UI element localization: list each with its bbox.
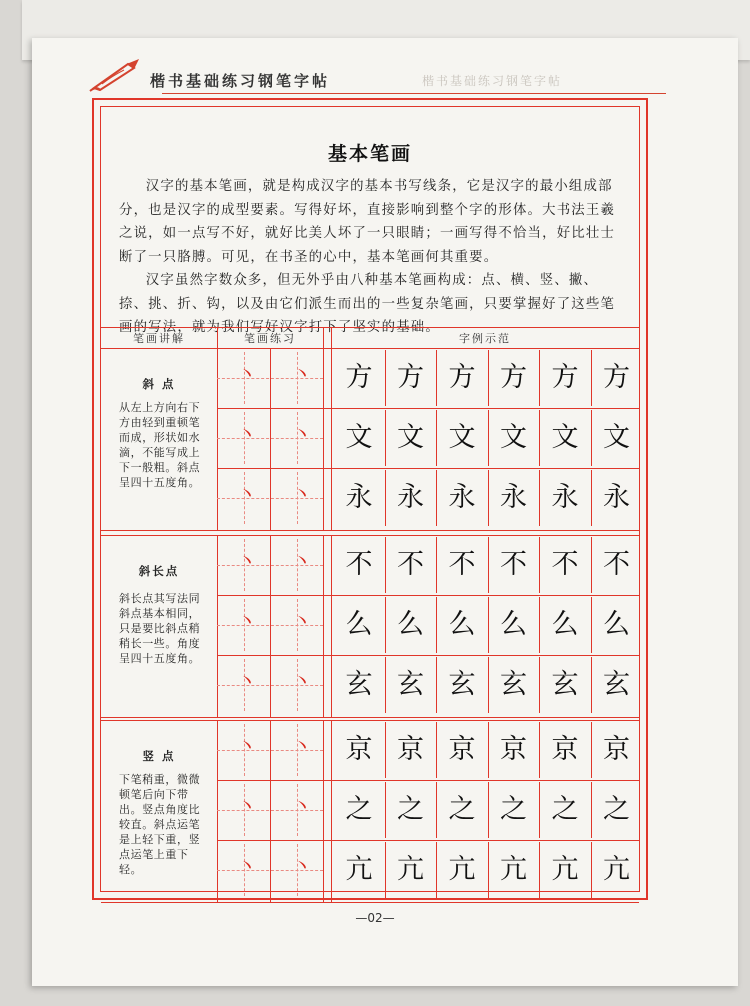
example-character: 方: [448, 362, 476, 393]
row-rule: [217, 780, 639, 781]
stroke-description: 从左上方向右下方由轻到重顿笔而成，形状如水滴，不能写成上下一般粗。斜点呈四十五度角。: [119, 401, 201, 489]
practice-dot-stroke: 丶: [237, 669, 257, 693]
example-character: 不: [500, 549, 527, 580]
column-rule: [331, 535, 332, 717]
practice-dot-stroke: 丶: [292, 734, 312, 758]
example-character: 京: [551, 734, 579, 765]
example-character: 之: [551, 794, 579, 825]
practice-dot-stroke: 丶: [237, 854, 257, 878]
example-character: 永: [448, 482, 476, 513]
row-rule: [217, 840, 639, 841]
header-examples: 字例示范: [459, 332, 511, 345]
example-character: 文: [397, 422, 424, 453]
example-character: 文: [500, 422, 527, 453]
example-character: 之: [603, 794, 630, 825]
example-character: 之: [500, 794, 527, 825]
example-character: 么: [500, 609, 527, 640]
practice-dot-stroke: 丶: [292, 362, 312, 386]
example-character: 不: [345, 549, 373, 580]
section-top-rule: [101, 720, 639, 721]
header-divider: [323, 327, 324, 348]
row-rule: [217, 408, 639, 409]
practice-dot-stroke: 丶: [237, 362, 257, 386]
example-character: 玄: [448, 669, 476, 700]
section-bottom-rule: [101, 717, 639, 718]
example-character: 永: [603, 482, 630, 513]
column-rule: [323, 535, 324, 717]
example-character: 不: [551, 549, 579, 580]
example-character: 京: [397, 734, 424, 765]
practice-dot-stroke: 丶: [237, 422, 257, 446]
header-explain: 笔画讲解: [133, 332, 185, 345]
practice-dot-stroke: 丶: [292, 794, 312, 818]
example-character: 京: [448, 734, 476, 765]
header-rule: [162, 93, 666, 94]
example-character: 不: [397, 549, 424, 580]
column-rule: [217, 348, 218, 530]
section-top-rule: [101, 535, 639, 536]
pen-icon: [88, 58, 144, 92]
practice-dot-stroke: 丶: [292, 422, 312, 446]
example-character: 京: [345, 734, 373, 765]
header-faint-bleed-text: 楷书基础练习钢笔字帖: [422, 74, 563, 88]
example-character: 不: [448, 549, 476, 580]
example-character: 玄: [397, 669, 424, 700]
intro-paragraph: 汉字的基本笔画，就是构成汉字的基本书写线条，它是汉字的最小组成部分，也是汉字的成型要素。写得好坏，直接影响到整个字的形体。大书法王羲之说，如一点写不好，就好比美人坏了一只眼睛；一画写得不恰当，好比壮士断了一只胳膊。可见，在书圣的心中，基本笔画何其重要。: [119, 179, 616, 265]
stroke-description: 下笔稍重，微微顿笔后向下带出。竖点角度比较直。斜点运笔是上轻下重，竖点运笔上重下轻。: [119, 773, 201, 876]
practice-dot-stroke: 丶: [237, 794, 257, 818]
example-character: 玄: [551, 669, 579, 700]
section-top-rule: [101, 348, 639, 349]
example-character: 方: [397, 362, 424, 393]
header-title: 楷书基础练习钢笔字帖: [150, 72, 331, 90]
example-character: 么: [448, 609, 476, 640]
practice-dot-stroke: 丶: [292, 482, 312, 506]
example-character: 亢: [448, 854, 476, 885]
practice-dot-stroke: 丶: [237, 609, 257, 633]
example-character: 亢: [345, 854, 373, 885]
column-rule: [217, 535, 218, 717]
intro-title: 基本笔画: [327, 143, 412, 165]
example-character: 玄: [345, 669, 373, 700]
example-character: 么: [397, 609, 424, 640]
column-rule: [323, 720, 324, 902]
header-practice: 笔画练习: [244, 332, 296, 345]
table-top-rule: [101, 327, 639, 328]
example-character: 方: [551, 362, 579, 393]
section-bottom-rule: [101, 530, 639, 531]
example-character: 亢: [397, 854, 424, 885]
page-header: [92, 66, 666, 92]
page-number: —02—: [355, 911, 395, 925]
example-character: 之: [397, 794, 424, 825]
practice-cell-rule: [270, 348, 271, 530]
practice-dot-stroke: 丶: [292, 549, 312, 573]
example-character: 永: [397, 482, 424, 513]
practice-cell-rule: [270, 535, 271, 717]
column-rule: [331, 720, 332, 902]
example-character: 亢: [603, 854, 630, 885]
example-character: 永: [345, 482, 373, 513]
intro-paragraph: 汉字虽然字数众多，但无外乎由八种基本笔画构成：点、横、竖、撇、捺、挑、折、钩，以及由它们派生而出的一些复杂笔画，只要掌握好了这些笔画的写法，就为我们写好汉字打下了坚实的基础。: [119, 273, 616, 335]
example-character: 不: [603, 549, 630, 580]
example-character: 文: [603, 422, 630, 453]
section-bottom-rule: [101, 902, 639, 903]
stroke-name: 竖 点: [142, 749, 176, 763]
column-rule: [217, 720, 218, 902]
practice-dot-stroke: 丶: [237, 482, 257, 506]
row-rule: [217, 468, 639, 469]
column-rule: [331, 348, 332, 530]
example-character: 么: [603, 609, 630, 640]
practice-dot-stroke: 丶: [292, 609, 312, 633]
practice-dot-stroke: 丶: [237, 549, 257, 573]
example-character: 永: [500, 482, 527, 513]
example-character: 之: [448, 794, 476, 825]
stroke-name: 斜长点: [138, 564, 180, 578]
practice-dot-stroke: 丶: [292, 854, 312, 878]
example-character: 京: [500, 734, 527, 765]
example-character: 文: [448, 422, 476, 453]
example-character: 方: [345, 362, 373, 393]
row-rule: [217, 595, 639, 596]
intro-text: [119, 175, 619, 340]
example-character: 文: [551, 422, 579, 453]
example-character: 永: [551, 482, 579, 513]
example-character: 京: [603, 734, 630, 765]
example-character: 方: [500, 362, 527, 393]
example-character: 亢: [551, 854, 579, 885]
practice-dot-stroke: 丶: [237, 734, 257, 758]
example-character: 玄: [603, 669, 630, 700]
example-character: 亢: [500, 854, 527, 885]
row-rule: [217, 655, 639, 656]
stroke-name: 斜 点: [142, 377, 176, 391]
example-character: 么: [345, 609, 373, 640]
example-character: 方: [603, 362, 630, 393]
example-character: 之: [345, 794, 373, 825]
example-character: 文: [345, 422, 373, 453]
practice-dot-stroke: 丶: [292, 669, 312, 693]
column-rule: [323, 348, 324, 530]
example-character: 么: [551, 609, 579, 640]
example-character: 玄: [500, 669, 527, 700]
stroke-description: 斜长点其写法同斜点基本相同，只是要比斜点稍稍长一些。角度呈四十五度角。: [119, 592, 201, 665]
practice-cell-rule: [270, 720, 271, 902]
